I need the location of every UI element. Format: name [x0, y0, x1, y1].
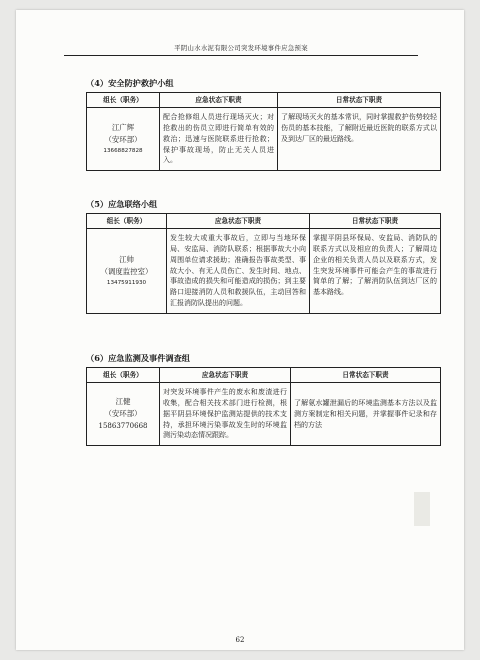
leader-cell	[87, 108, 160, 171]
table-header-row	[87, 93, 441, 108]
leader-department: （安环部）	[104, 134, 142, 144]
emergency-duty-text: 发生较大或重大事故后，立即与当地环保局、安监局、消防队联系；根据事故大小向周围单位请求援助；准确报告事故类型、事故大小、有无人员伤亡、发生时间、地点、事故造成的损失和可能造成的损伤；到主要路口迎接消防人员和救援队伍，主动回答和汇报消防队提出的问题。	[170, 234, 306, 308]
scan-smudge	[414, 492, 430, 526]
leader-name: 江帅	[119, 255, 134, 265]
daily-duty-text: 了解氨水罐泄漏后的环境监测基本方法以及监测方案制定和相关问题，并掌握事件记录和存档的方法	[294, 398, 437, 429]
document-page	[16, 10, 464, 650]
emergency-duty-cell	[160, 108, 278, 171]
column-header-daily: 日常状态下职责	[291, 368, 441, 383]
leader-cell	[87, 383, 160, 446]
leader-cell	[87, 229, 167, 314]
column-header-leader: 组长（职务）	[87, 214, 167, 229]
table-row	[87, 383, 441, 446]
emergency-duty-cell	[160, 383, 291, 446]
emergency-duty-text: 配合抢修组人员进行现场灭火；对抢救出的伤员立即进行简单有效的救治；迅速与医院联系进行抢救；保护事故现场，防止无关人员进入。	[163, 113, 274, 165]
column-header-daily: 日常状态下职责	[310, 214, 441, 229]
running-header: 平阴山水水泥有限公司突发环境事件应急预案	[64, 43, 418, 56]
leader-department: （调度监控室）	[100, 266, 153, 276]
section-heading-5: （5）应急联络小组	[86, 199, 158, 209]
table-row	[87, 108, 441, 171]
column-header-emergency: 应急状态下职责	[160, 93, 278, 108]
column-header-daily: 日常状态下职责	[278, 93, 441, 108]
leader-phone: 13475911930	[106, 280, 147, 287]
daily-duty-text: 掌握平阴县环保局、安监局、消防队的联系方式以及相应的负责人；了解周边企业的相关负责人员以及联系方式，发生突发环境事件可能会产生的事故进行简单的了解；了解消防队伍到达厂区的基本路线。	[313, 234, 437, 297]
daily-duty-cell	[291, 383, 441, 446]
daily-duty-text: 了解现场灭火的基本常识，同时掌握救护伤势较轻伤员的基本技能，了解附近最近医院的联系方式以及到达厂区的最近路线。	[281, 113, 437, 143]
table-row	[87, 229, 441, 314]
column-header-leader: 组长（职务）	[87, 368, 160, 383]
emergency-duty-cell	[167, 229, 310, 314]
table-emergency-liaison-group	[86, 213, 441, 314]
table-safety-rescue-group	[86, 92, 441, 171]
daily-duty-cell	[278, 108, 441, 171]
leader-name: 江广辉	[111, 123, 135, 133]
column-header-emergency: 应急状态下职责	[160, 368, 291, 383]
table-monitoring-investigation-group	[86, 367, 441, 446]
column-header-emergency: 应急状态下职责	[167, 214, 310, 229]
leader-department: （安环部）	[104, 408, 142, 418]
table-header-row	[87, 368, 441, 383]
emergency-duty-text: 对突发环境事件产生的废水和废渣进行收集，配合相关技术部门进行检测，根据平阴县环境保护监测站提供的技术支持，承担环境污染事故发生时的环境监测污染动态情况跟踪。	[163, 388, 287, 440]
section-heading-6: （6）应急监测及事件调查组	[86, 353, 190, 363]
page-number: 62	[235, 636, 245, 644]
daily-duty-cell	[310, 229, 441, 314]
leader-phone: 13668827828	[103, 148, 143, 155]
leader-name: 江健	[115, 397, 131, 407]
table-header-row	[87, 214, 441, 229]
section-heading-4: （4）安全防护救护小组	[86, 78, 174, 88]
leader-phone: 15863770668	[98, 422, 148, 431]
column-header-leader: 组长（职务）	[87, 93, 160, 108]
